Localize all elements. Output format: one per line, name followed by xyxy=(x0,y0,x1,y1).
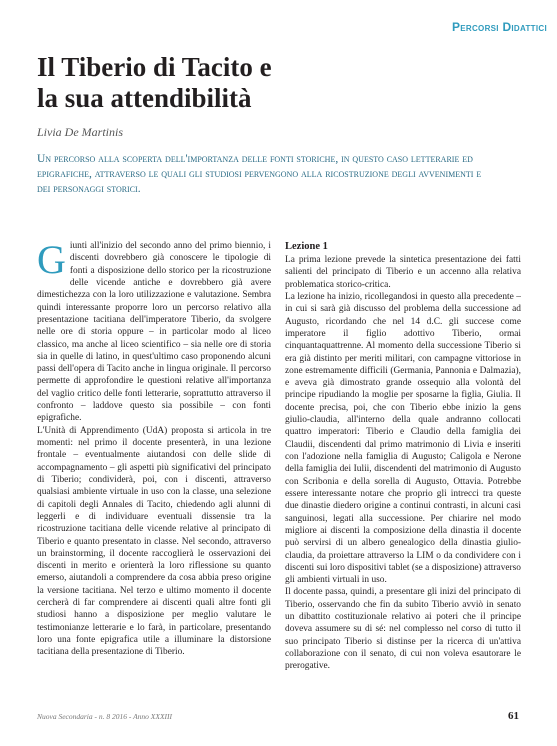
right-paragraph-2: La lezione ha inizio, ricollegandosi in questo alla precedente – in cui si sarà già discusso del problema della successione ad Augusto, ricordando che nel 14 d.C. gli succese come imperatore il figlio adottivo Tiberio, ormai cinquantaquattrenne. Al momento della successione Tiberio si era già distinto per meriti militari, con campagne vittoriose in zone estremamente difficili (Germania, Pannonia e Dalmazia), e aveva già dimostrato grande ossequio alla volontà del principe ripudiando la moglie per sposarne la figlia, Giulia. Il docente precisa, poi, che con Tiberio ebbe inizio la gens giulio-claudia, all'interno della quale andranno collocati quattro imperatori: Tiberio e Claudio della famiglia dei Claudii, discendenti dal primo matrimonio di Livia e inseriti con l'adozione nella famiglia di Augusto; Caligola e Nerone della famiglia dei Iulii, discendenti del matrimonio di Augusto con Scribonia e della sorella di Augusto, Ottavia. Potrebbe essere interessante notare che proprio gli intrecci tra queste due dinastie diedero origine a continui contrasti, in alcuni casi sanguinosi, legati alla successione. Per chiarire nel modo migliore ai discenti la composizione della dinastia il docente può servirsi di un albero genealogico della dinastia giulio-claudia, da proiettare attraverso la LIM o da condividere con i discenti sui loro dispositivi tablet (se a disposizione) attraverso gli ambienti virtuali in uso. xyxy=(285,291,521,586)
article-title xyxy=(37,52,272,114)
left-paragraph-2: L'Unità di Apprendimento (UdA) proposta si articola in tre momenti: nel primo il docente presenterà, in una lezione frontale – eventualmente aiutandosi con delle slide di accompagnamento – gli aspetti più significativi del principato di Tiberio; condividerà, poi, con i discenti, attraverso qualsiasi ambiente virtuale in uso con la classe, una selezione di capitoli degli Annales di Tacito, chiedendo agli alunni di leggerli e di individuare eventuali dissensie tra la ricostruzione tacitiana delle vicende relative al principato di Tiberio e quanto presentato in classe. Nel secondo, attraverso un brainstorming, il docente raccoglierà le osservazioni dei discenti in merito e orienterà la loro riflessione su quanto emerso, aiutandoli a comprendere da cosa abbia preso origine la versione tacitiana. Nel terzo e ultimo momento il docente cercherà di far comprendere ai discenti quali altre fonti gli studiosi hanno a disposizione per meglio valutare le testimonianze letterarie e lo farà, in particolare, presentando loro una fonte epigrafica utile a illuminare la distorsione tacitiana della presentazione di Tiberio. xyxy=(37,425,271,658)
section-tag: Percorsi Didattici xyxy=(451,20,547,34)
title-line-1: Il Tiberio di Tacito e xyxy=(37,52,272,82)
journal-footer: Nuova Secondaria - n. 8 2016 - Anno XXXIII xyxy=(37,712,173,721)
lesson-heading: Lezione 1 xyxy=(285,241,328,252)
right-paragraph-1: La prima lezione prevede la sintetica presentazione dei fatti salienti del principato di Tiberio e un accenno alla relativa problematica storico-critica. xyxy=(285,255,521,290)
author-name: Livia De Martinis xyxy=(37,125,123,139)
page-number: 61 xyxy=(508,710,519,722)
dropcap: G xyxy=(37,237,66,282)
left-column xyxy=(37,237,271,659)
title-line-2: la sua attendibilità xyxy=(37,83,252,113)
right-column xyxy=(285,240,521,673)
left-paragraph-1: iunti all'inizio del secondo anno del primo biennio, i discenti dovrebbero già conoscere le tipologie di fonti a disposizione dello storico per la ricostruzione delle vicende antiche e dovrebbero già avere dimestichezza con la loro utilizzazione e valutazione. Sembra quindi interessante proporre loro un percorso relativo alla presentazione tacitiana dell'imperatore Tiberio, da svolgere nelle ore di storia oppure – in particolar modo al liceo classico, ma anche al liceo scientifico – sia nelle ore di storia sia in quelle di latino, in quest'ultimo caso proponendo alcuni passi dell'opera di Tacito anche in lingua originale. Il percorso permette di approfondire le questioni relative all'importanza del vaglio critico delle fonti letterarie, soprattutto attraverso il confronto – laddove questo sia possibile – con fonti epigrafiche. xyxy=(37,241,271,424)
abstract: Un percorso alla scoperta dell'importanza delle fonti storiche, in questo caso letterarie ed epigrafiche, attraverso le quali gli studiosi pervengono alla ricostruzione degli avvenimenti e dei personaggi storici. xyxy=(37,153,482,195)
right-paragraph-3: Il docente passa, quindi, a presentare gli inizi del principato di Tiberio, osservando che fin da subito Tiberio avviò in senato un dibattito costituzionale relativo ai poteri che il principe doveva assumere su di sé: nel complesso nel corso di tutto il suo principato Tiberio si distinse per la ricerca di un'attiva collaborazione con il senato, di cui non voleva esautorare le prerogative. xyxy=(285,587,521,672)
